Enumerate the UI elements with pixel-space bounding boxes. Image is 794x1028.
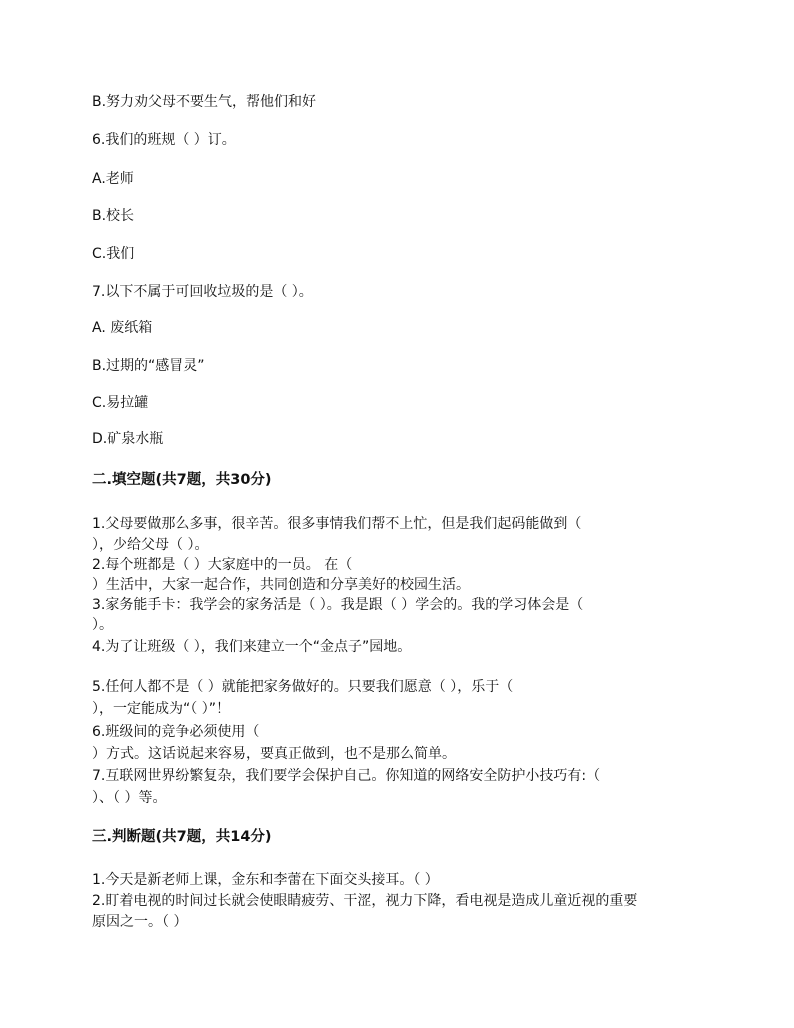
fill-line: ），少给父母（ ）。 xyxy=(92,537,209,553)
section3-heading: 三.判断题(共7题，共14分) xyxy=(92,829,272,845)
q7-option-c: C.易拉罐 xyxy=(92,395,149,411)
q7-option-d: D.矿泉水瓶 xyxy=(92,431,164,447)
q7-option-a: A. 废纸箱 xyxy=(92,320,153,336)
fill-line: ）生活中，大家一起合作，共同创造和分享美好的校园生活。 xyxy=(92,577,470,593)
fill-line: 5.任何人都不是（ ）就能把家务做好的。只要我们愿意（ ），乐于（ xyxy=(92,679,514,695)
q7-stem: 7.以下不属于可回收垃圾的是（ ）。 xyxy=(92,284,313,300)
q5-option-b: B.努力劝父母不要生气，帮他们和好 xyxy=(92,94,317,110)
section2-heading: 二.填空题(共7题，共30分) xyxy=(92,472,272,488)
q6-option-b: B.校长 xyxy=(92,208,135,224)
q6-stem: 6.我们的班规（ ）订。 xyxy=(92,132,236,148)
judge-line: 原因之一。（ ） xyxy=(92,914,188,930)
fill-line: ），一定能成为“（ ）”！ xyxy=(92,701,230,717)
fill-line: ）。 xyxy=(92,617,113,633)
q6-option-a: A.老师 xyxy=(92,171,134,187)
fill-line: ）方式。这话说起来容易，要真正做到，也不是那么简单。 xyxy=(92,746,456,762)
judge-line: 2.盯着电视的时间过长就会使眼睛疲劳、干涩，视力下降，看电视是造成儿童近视的重要 xyxy=(92,893,638,909)
fill-line: 2.每个班都是（ ）大家庭中的一员。 在（ xyxy=(92,557,353,573)
fill-line: 6.班级间的竞争必须使用（ xyxy=(92,724,260,740)
fill-line: 7.互联网世界纷繁复杂，我们要学会保护自己。你知道的网络安全防护小技巧有:（ xyxy=(92,768,601,784)
fill-line: 4.为了让班级（ ），我们来建立一个“金点子”园地。 xyxy=(92,639,412,655)
judge-line: 1.今天是新老师上课，金东和李蕾在下面交头接耳。（ ） xyxy=(92,872,439,888)
q6-option-c: C.我们 xyxy=(92,246,135,262)
q7-option-b: B.过期的“感冒灵” xyxy=(92,358,205,374)
fill-line: 3.家务能手卡：我学会的家务活是（ ）。我是跟（ ）学会的。我的学习体会是（ xyxy=(92,597,584,613)
fill-line: ）、（ ）等。 xyxy=(92,790,167,806)
fill-line: 1.父母要做那么多事，很辛苦。很多事情我们帮不上忙，但是我们起码能做到（ xyxy=(92,516,582,532)
